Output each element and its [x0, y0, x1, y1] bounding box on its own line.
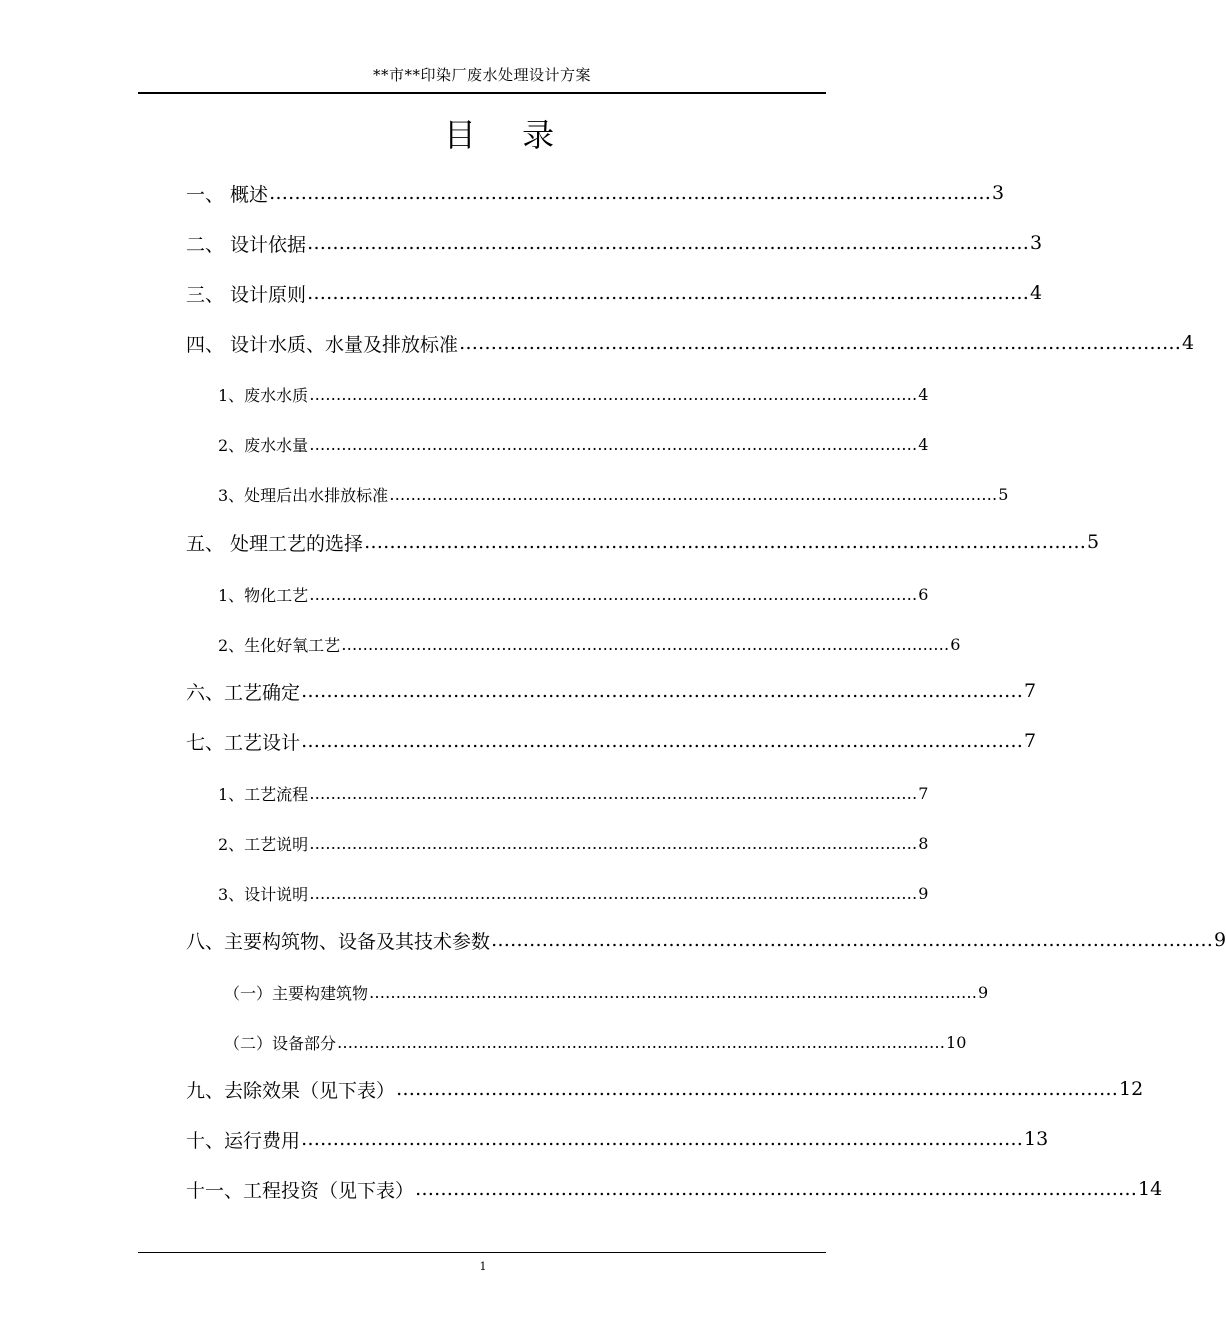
toc-leader-dots: …………………………………………………………………………………………………… [364, 531, 1087, 553]
page-number: 1 [479, 1260, 487, 1273]
toc-leader-dots: …………………………………………………………………………………………………… [337, 1032, 946, 1052]
toc-entry[interactable] [186, 1174, 1163, 1204]
header-divider [138, 92, 826, 94]
toc-entry-label: 三、 设计原则 [186, 283, 307, 306]
toc-entry-page: 7 [918, 783, 929, 803]
page-header-title: **市**印染厂废水处理设计方案 [372, 66, 591, 84]
toc-entry-page: 6 [918, 584, 929, 604]
toc-entry-page: 5 [998, 484, 1009, 504]
toc-entry[interactable] [224, 1027, 967, 1057]
toc-leader-dots: …………………………………………………………………………………………………… [309, 434, 918, 454]
toc-entry-label: （二）设备部分 [224, 1033, 337, 1053]
toc-entry-page: 4 [918, 434, 929, 454]
toc-leader-dots: …………………………………………………………………………………………………… [491, 929, 1214, 951]
toc-entry-page: 3 [1030, 232, 1043, 254]
toc-entry-label: 3、设计说明 [218, 884, 309, 904]
footer-divider [138, 1252, 826, 1253]
toc-entry-page: 6 [950, 634, 961, 654]
toc-entry-page: 5 [1087, 531, 1100, 553]
toc-leader-dots: …………………………………………………………………………………………………… [269, 182, 992, 204]
toc-entry[interactable] [186, 527, 1100, 557]
toc-leader-dots: …………………………………………………………………………………………………… [301, 1128, 1024, 1150]
toc-leader-dots: …………………………………………………………………………………………………… [369, 982, 978, 1002]
toc-leader-dots: …………………………………………………………………………………………………… [309, 783, 918, 803]
toc-entry[interactable] [186, 1124, 1049, 1154]
toc-entry[interactable] [186, 328, 1195, 358]
toc-entry[interactable] [218, 479, 1009, 509]
toc-leader-dots: …………………………………………………………………………………………………… [301, 730, 1024, 752]
toc-leader-dots: …………………………………………………………………………………………………… [415, 1178, 1138, 1200]
toc-entry-page: 4 [918, 384, 929, 404]
toc-entry[interactable] [218, 579, 929, 609]
toc-entry-label: 四、 设计水质、水量及排放标准 [186, 333, 459, 356]
toc-entry-label: 一、 概述 [186, 183, 269, 206]
toc-leader-dots: …………………………………………………………………………………………………… [301, 680, 1024, 702]
toc-entry[interactable] [224, 977, 989, 1007]
toc-entry-page: 12 [1119, 1078, 1144, 1100]
toc-entry-page: 3 [992, 182, 1005, 204]
toc-entry-page: 7 [1024, 730, 1037, 752]
toc-entry-page: 13 [1024, 1128, 1049, 1150]
toc-entry-page: 9 [918, 883, 929, 903]
toc-entry-label: 十一、工程投资（见下表） [186, 1179, 415, 1202]
toc-entry-label: 2、工艺说明 [218, 834, 309, 854]
toc-entry-label: 3、处理后出水排放标准 [218, 485, 389, 505]
toc-leader-dots: …………………………………………………………………………………………………… [309, 384, 918, 404]
toc-leader-dots: …………………………………………………………………………………………………… [341, 634, 950, 654]
toc-leader-dots: …………………………………………………………………………………………………… [396, 1078, 1119, 1100]
toc-entry-label: 二、 设计依据 [186, 233, 307, 256]
toc-entry-label: 八、主要构筑物、设备及其技术参数 [186, 930, 491, 953]
toc-leader-dots: …………………………………………………………………………………………………… [309, 833, 918, 853]
toc-title: 目 录 [443, 116, 573, 154]
toc-entry-label: 1、废水水质 [218, 385, 309, 405]
toc-entry-page: 9 [1214, 929, 1226, 951]
toc-leader-dots: …………………………………………………………………………………………………… [307, 282, 1030, 304]
toc-leader-dots: …………………………………………………………………………………………………… [309, 584, 918, 604]
toc-leader-dots: …………………………………………………………………………………………………… [389, 484, 998, 504]
toc-entry-page: 14 [1138, 1178, 1163, 1200]
toc-entry-label: 九、去除效果（见下表） [186, 1079, 396, 1102]
toc-entry-label: 1、工艺流程 [218, 784, 309, 804]
toc-entry[interactable] [186, 228, 1043, 258]
toc-entry-label: 1、物化工艺 [218, 585, 309, 605]
toc-entry-page: 8 [918, 833, 929, 853]
toc-entry[interactable] [218, 379, 929, 409]
toc-entry[interactable] [186, 726, 1037, 756]
toc-entry-label: 七、工艺设计 [186, 731, 301, 754]
toc-entry[interactable] [218, 778, 929, 808]
toc-leader-dots: …………………………………………………………………………………………………… [307, 232, 1030, 254]
toc-entry-page: 9 [978, 982, 989, 1002]
toc-entry-label: （一）主要构建筑物 [224, 983, 369, 1003]
toc-entry-page: 4 [1030, 282, 1043, 304]
toc-entry-label: 五、 处理工艺的选择 [186, 532, 364, 555]
toc-leader-dots: …………………………………………………………………………………………………… [309, 883, 918, 903]
toc-entry[interactable] [218, 629, 961, 659]
toc-entry-page: 4 [1182, 332, 1195, 354]
toc-entry[interactable] [186, 925, 1226, 955]
toc-entry[interactable] [186, 178, 1005, 208]
toc-entry-label: 六、工艺确定 [186, 681, 301, 704]
toc-entry-page: 10 [946, 1032, 967, 1052]
toc-entry[interactable] [186, 676, 1037, 706]
toc-entry[interactable] [218, 878, 929, 908]
toc-entry-label: 十、运行费用 [186, 1129, 301, 1152]
toc-entry-label: 2、废水水量 [218, 435, 309, 455]
toc-leader-dots: …………………………………………………………………………………………………… [459, 332, 1182, 354]
toc-entry[interactable] [218, 429, 929, 459]
toc-entry-page: 7 [1024, 680, 1037, 702]
toc-entry-label: 2、生化好氧工艺 [218, 635, 341, 655]
toc-entry[interactable] [186, 1074, 1144, 1104]
toc-entry[interactable] [218, 828, 929, 858]
toc-entry[interactable] [186, 278, 1043, 308]
